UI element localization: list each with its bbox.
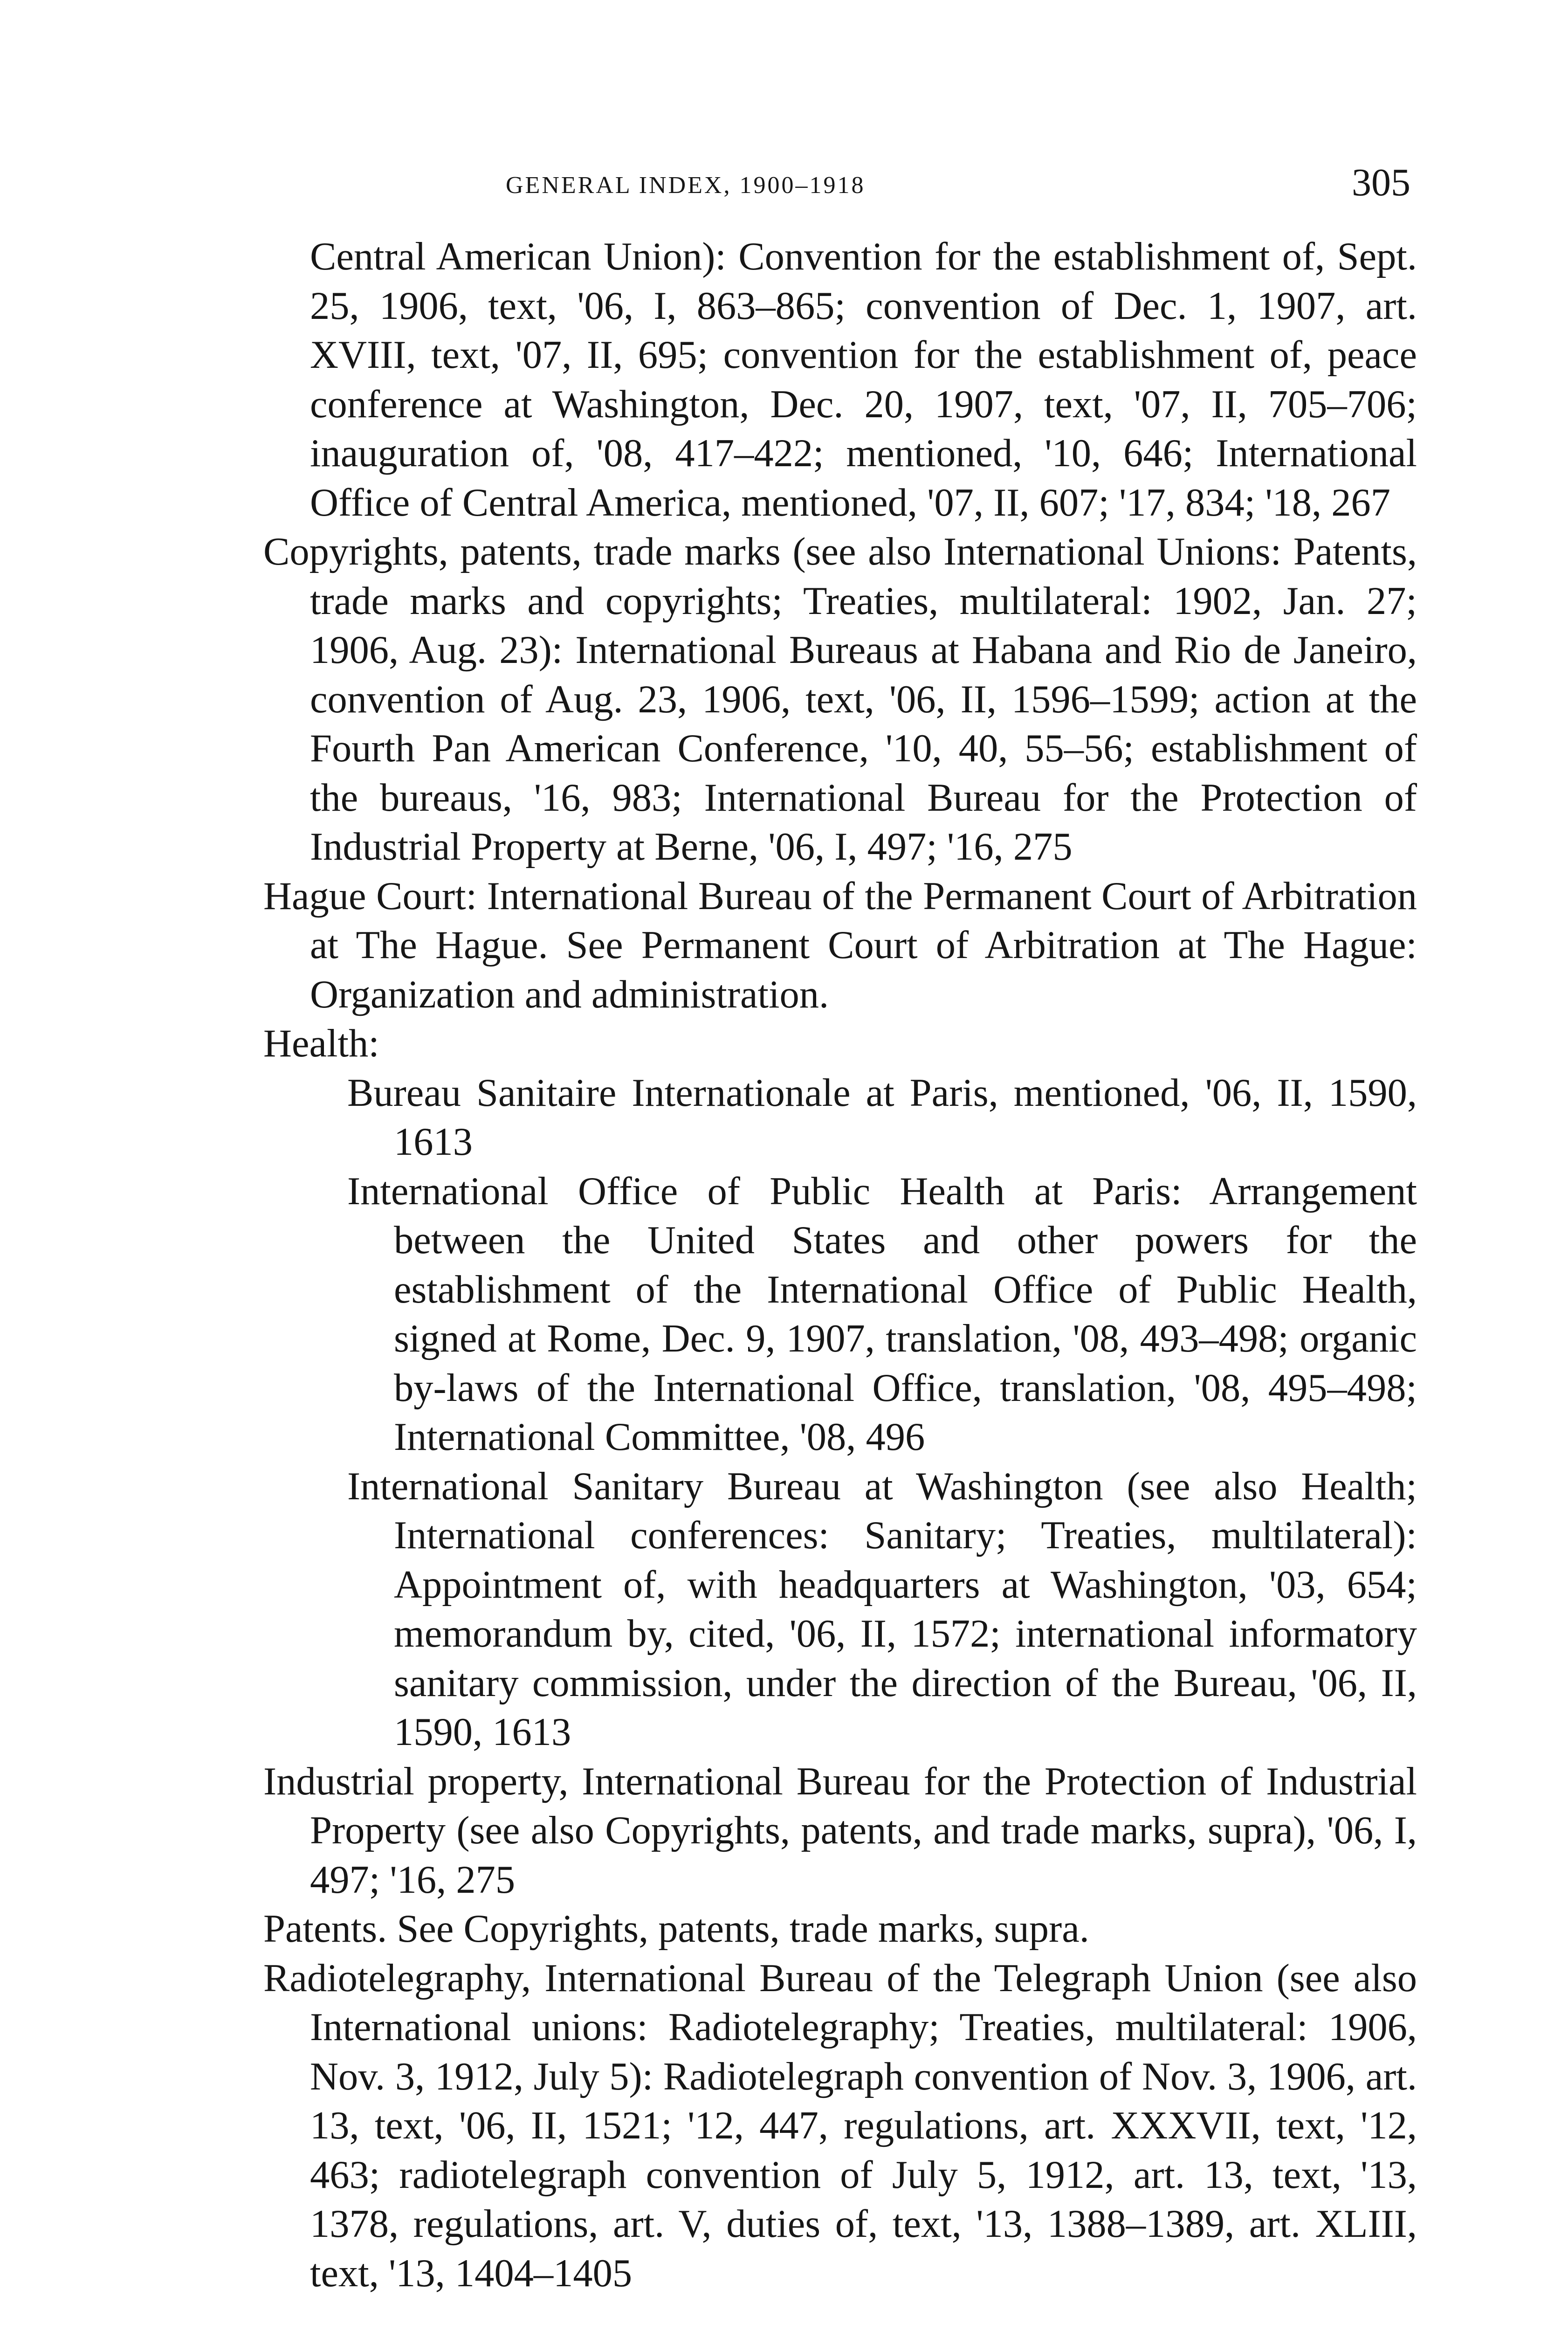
index-entry-central-american-union: Central American Union): Convention for the establishment of, Sept. 25, 1906, text, '06, I, 863–865; convention of Dec. 1, 1907, art. XVIII, text, '07, II, 695; convention for the establishment of, peace conference at Washington, Dec. 20, 1907, text, '07, II, 705–706; inauguration of, '08, 417–422; mentioned, '10, 646; International Office of Central America, mentioned, '07, II, 607; '17, 834; '18, 267 xyxy=(310,235,1417,524)
index-subentry-office-public-health: International Office of Public Health at Paris: Arrangement between the United States and other powers for the establishment of the International Office of Public Health, signed at Rome, Dec. 9, 1907, translation, '08, 493–498; organic by-laws of the International Office, translation, '08, 495–498; International Committee, '08, 496 xyxy=(347,1169,1417,1459)
index-entry-health: Health: xyxy=(263,1022,379,1065)
index-subentry-sanitary-bureau: International Sanitary Bureau at Washington (see also Health; International conferences: Sanitary; Treaties, multilateral): Appointment of, with headquarters at Washington, '03, 654; memorandum by, cited, '06, II, 1572; international informatory sanitary commission, under the direction of the Bureau, '06, II, 1590, 1613 xyxy=(347,1464,1417,1754)
index-entry-patents: Patents. See Copyrights, patents, trade marks, supra. xyxy=(263,1907,1089,1951)
running-head: GENERAL INDEX, 1900–1918 xyxy=(506,172,866,199)
index-subentry-bureau-sanitaire: Bureau Sanitaire Internationale at Paris, mentioned, '06, II, 1590, 1613 xyxy=(347,1071,1417,1164)
index-entry-radiotelegraphy: Radiotelegraphy, International Bureau of the Telegraph Union (see also International unions: Radiotelegraphy; Treaties, multilateral: 1906, Nov. 3, 1912, July 5): Radiotelegraph convention of Nov. 3, 1906, art. 13, text, '06, II, 1521; '12, 447, regulations, art. XXXVII, text, '12, 463; radiotelegraph convention of July 5, 1912, art. 13, text, '13, 1378, regulations, art. V, duties of, text, '13, 1388–1389, art. XLIII, text, '13, 1404–1405 xyxy=(263,1956,1417,2295)
index-entry-copyrights: Copyrights, patents, trade marks (see also International Unions: Patents, trade marks and copyrights; Treaties, multilateral: 1902, Jan. 27; 1906, Aug. 23): International Bureaus at Habana and Rio de Janeiro, convention of Aug. 23, 1906, text, '06, II, 1596–1599; action at the Fourth Pan American Conference, '10, 40, 55–56; establishment of the bureaus, '16, 983; International Bureau for the Protection of Industrial Property at Berne, '06, I, 497; '16, 275 xyxy=(263,530,1417,869)
index-body xyxy=(263,232,1417,2298)
index-entry-industrial-property: Industrial property, International Bureau for the Protection of Industrial Property (see also Copyrights, patents, and trade marks, supra), '06, I, 497; '16, 275 xyxy=(263,1759,1417,1902)
index-entry-hague-court: Hague Court: International Bureau of the Permanent Court of Arbitration at The Hague. See Permanent Court of Arbitration at The Hague: Organization and administration. xyxy=(263,874,1417,1016)
page-number: 305 xyxy=(1352,161,1410,204)
